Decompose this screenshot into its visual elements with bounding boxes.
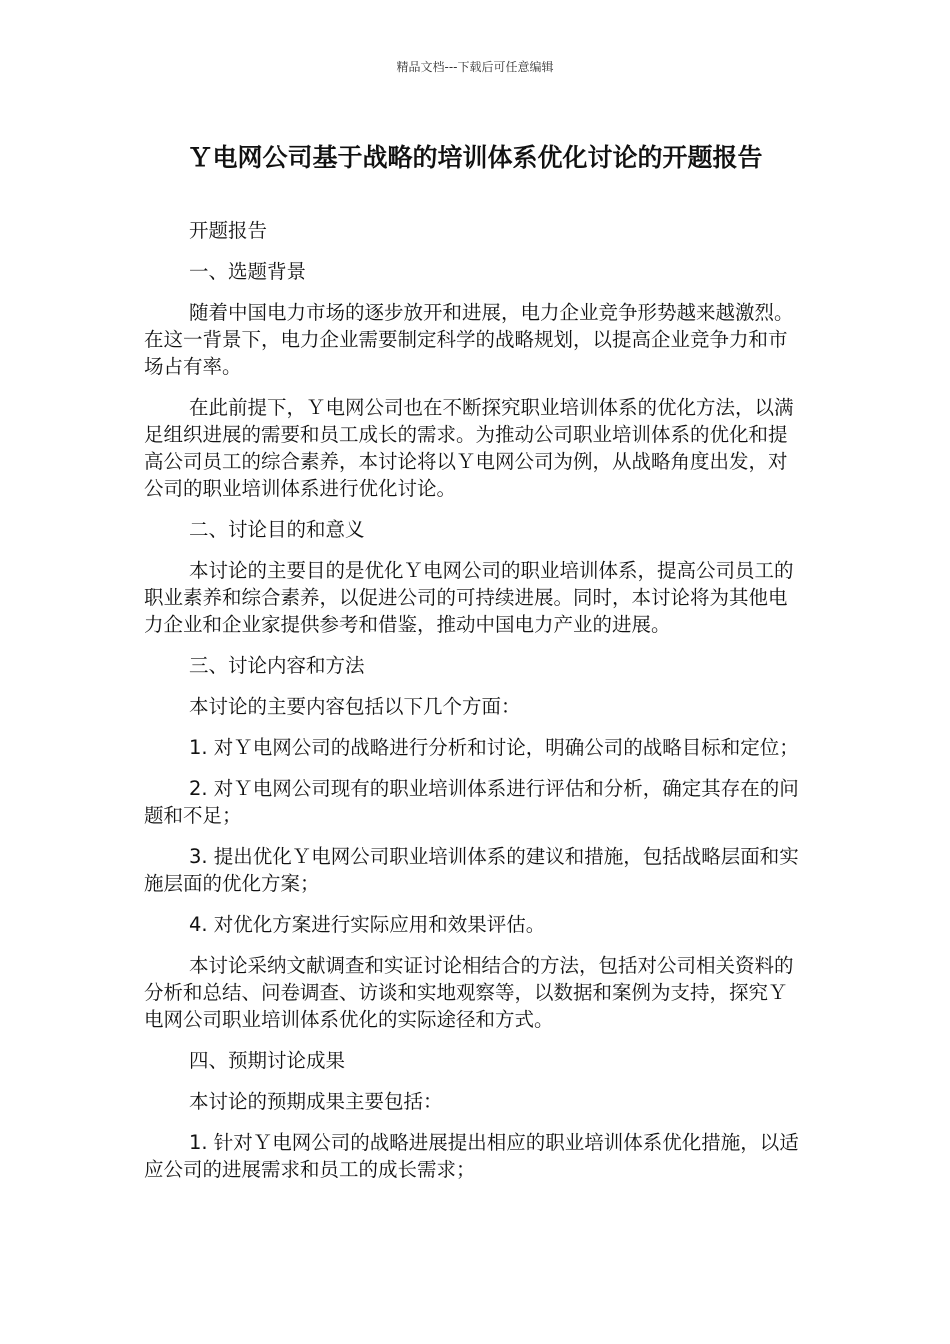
- section-heading-purpose: 二、讨论目的和意义: [189, 518, 365, 541]
- list-item: 1. 针对Ｙ电网公司的战略进展提出相应的职业培训体系优化措施，以适应公司的进展需求和员工的成长需求；: [144, 1131, 799, 1181]
- list-item: 4. 对优化方案进行实际应用和效果评估。: [189, 913, 546, 936]
- paragraph: 本讨论采纳文献调查和实证讨论相结合的方法，包括对公司相关资料的分析和总结、问卷调查、访谈和实地观察等，以数据和案例为支持，探究Ｙ电网公司职业培训体系优化的实际途径和方式。: [144, 954, 794, 1031]
- list-item: 1. 对Ｙ电网公司的战略进行分析和讨论，明确公司的战略目标和定位；: [189, 736, 799, 759]
- section-heading-content-method: 三、讨论内容和方法: [189, 654, 365, 677]
- paragraph: 本讨论的主要内容包括以下几个方面：: [189, 695, 521, 718]
- paragraph: 本讨论的预期成果主要包括：: [189, 1090, 443, 1113]
- section-heading-background: 一、选题背景: [189, 260, 307, 283]
- list-item: 3. 提出优化Ｙ电网公司职业培训体系的建议和措施，包括战略层面和实施层面的优化方案；: [144, 845, 799, 895]
- paragraph: 随着中国电力市场的逐步放开和进展，电力企业竞争形势越来越激烈。在这一背景下，电力企业需要制定科学的战略规划，以提高企业竞争力和市场占有率。: [144, 301, 794, 378]
- paragraph: 本讨论的主要目的是优化Ｙ电网公司的职业培训体系，提高公司员工的职业素养和综合素养，以促进公司的可持续进展。同时，本讨论将为其他电力企业和企业家提供参考和借鉴，推动中国电力产业的进展。: [144, 559, 794, 636]
- document-body: [144, 217, 806, 1197]
- paragraph: 在此前提下，Ｙ电网公司也在不断探究职业培训体系的优化方法，以满足组织进展的需要和员工成长的需求。为推动公司职业培训体系的优化和提高公司员工的综合素养，本讨论将以Ｙ电网公司为例，从战略角度出发，对公司的职业培训体系进行优化讨论。: [144, 396, 794, 500]
- paragraph-report-label: 开题报告: [189, 219, 268, 242]
- header-note: 精品文档---下载后可任意编辑: [396, 60, 554, 74]
- document-title: Ｙ电网公司基于战略的培训体系优化讨论的开题报告: [187, 143, 763, 172]
- section-heading-expected-results: 四、预期讨论成果: [189, 1049, 346, 1072]
- list-item: 2. 对Ｙ电网公司现有的职业培训体系进行评估和分析，确定其存在的问题和不足；: [144, 777, 799, 827]
